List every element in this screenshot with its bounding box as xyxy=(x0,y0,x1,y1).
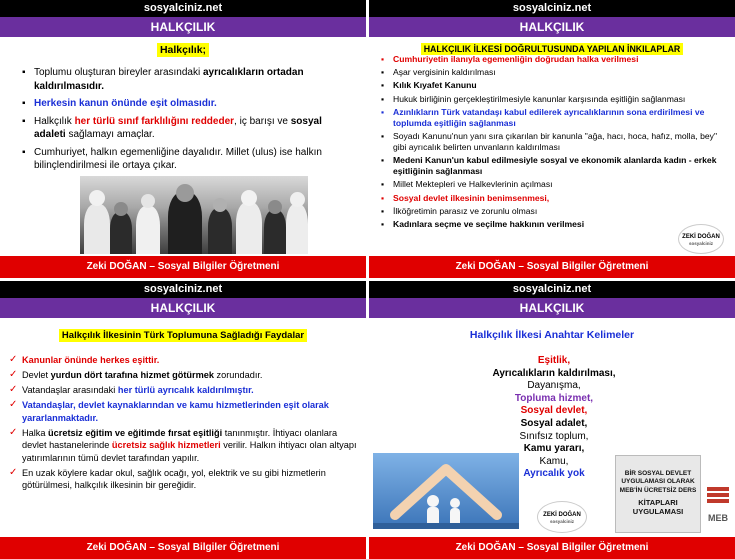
list-item: ✓ Vatandaşlar, devlet kaynaklarından ve kamu hizmetlerinden eşit olarak yararlanmaktadır. xyxy=(8,399,358,424)
slide-subtitle: Halkçılık İlkesinin Türk Toplumuna Sağladığı Faydalar xyxy=(59,329,307,342)
list-item: ▪ Toplumu oluşturan bireyler arasındaki ayrıcalıkların ortadan kaldırılmasıdır. xyxy=(22,66,352,93)
slide-title: HALKÇILIK xyxy=(0,17,366,37)
list-item: ▪ Medeni Kanun'un kabul edilmesiyle sosyal ve ekonomik alanlarda kadın - erkek eşitliğinin sağlanması xyxy=(381,155,727,177)
list-item: ▪ Soyadı Kanunu'nun yanı sıra çıkarılan bir kanunla "ağa, hacı, hoca, hafız, molla, bey" gibi ayrıcalık belirten unvanların kaldırılması xyxy=(381,131,727,153)
keyword: Ayrıcalık yok xyxy=(523,468,585,480)
list-item: ✓ Halka ücretsiz eğitim ve eğitimde fırsat eşitliği tanınmıştır. İhtiyacı olanlara devlet hastanelerinde ücretsiz sağlık hizmetleri verilir. Halkın ihtiyacı olan altyapı yatırımlarının tümü devlet tarafından yapılır. xyxy=(8,427,358,465)
footer-author: Zeki DOĞAN – Sosyal Bilgiler Öğretmeni xyxy=(369,537,735,559)
list-item: ▪ Millet Mektepleri ve Halkevlerinin açılması xyxy=(381,179,727,190)
bullet-list xyxy=(381,54,727,232)
keyword: Sosyal devlet, xyxy=(520,405,588,417)
slide-title: HALKÇILIK xyxy=(0,298,366,318)
footer-author: Zeki DOĞAN – Sosyal Bilgiler Öğretmeni xyxy=(369,256,735,278)
slide-subtitle: HALKÇILIK İLKESİ DOĞRULTUSUNDA YAPILAN İNKILAPLAR xyxy=(421,43,684,55)
list-item: ✓ Kanunlar önünde herkes eşittir. xyxy=(8,354,358,367)
slide-subtitle: Halkçılık İlkesi Anahtar Kelimeler xyxy=(469,329,635,341)
list-item: ▪ Sosyal devlet ilkesinin benimsenmesi, xyxy=(381,193,727,204)
house-hands-illustration xyxy=(373,453,519,529)
keyword: Kamu yararı, xyxy=(523,443,585,455)
keyword: Eşitlik, xyxy=(537,355,571,366)
list-item: ▪ Azınlıkların Türk vatandaşı kabul edilerek ayrıcalıklarının sona erdirilmesi ve toplumda eşitliğin sağlanması xyxy=(381,107,727,129)
bullet-list xyxy=(22,66,352,177)
free-textbooks-image: BİR SOSYAL DEVLET UYGULAMASI OLARAK MEB'İN ÜCRETSİZ DERS KİTAPLARI UYGULAMASI xyxy=(615,455,701,533)
keyword: Dayanışma, xyxy=(527,380,581,392)
list-item: ▪ Herkesin kanun önünde eşit olmasıdır. xyxy=(22,97,352,111)
keyword: Ayrıcalıkların kaldırılması, xyxy=(492,367,616,379)
svg-text:MEB: MEB xyxy=(708,513,728,523)
site-bar: sosyalciniz.net xyxy=(369,0,735,17)
slide-3[interactable] xyxy=(0,281,366,559)
list-item: ✓ Vatandaşlar arasındaki her türlü ayrıcalık kaldırılmıştır. xyxy=(8,384,358,397)
list-item: ▪ Kadınlara seçme ve seçilme hakkının verilmesi xyxy=(381,219,727,230)
author-logo: ZEKİ DOĞAN sosyalciniz xyxy=(678,224,724,254)
footer-author: Zeki DOĞAN – Sosyal Bilgiler Öğretmeni xyxy=(0,256,366,278)
list-item: ▪ Hukuk birliğinin gerçekleştirilmesiyle kanunlar karşısında eşitliğin sağlanması xyxy=(381,94,727,105)
list-item: ▪ Cumhuriyetin ilanıyla egemenliğin doğrudan halka verilmesi xyxy=(381,54,727,65)
list-item: ✓ Devlet yurdun dört tarafına hizmet götürmek zorundadır. xyxy=(8,369,358,382)
slide-1[interactable] xyxy=(0,0,366,278)
site-bar: sosyalciniz.net xyxy=(0,0,366,17)
keyword: Sınıfsız toplum, xyxy=(519,430,589,442)
meb-logo xyxy=(703,477,733,529)
bullet-list xyxy=(8,354,358,494)
keyword: Sosyal adalet, xyxy=(520,417,588,429)
slide-subtitle: Halkçılık; xyxy=(157,43,209,57)
footer-author: Zeki DOĞAN – Sosyal Bilgiler Öğretmeni xyxy=(0,537,366,559)
keyword: Kamu, xyxy=(539,455,569,467)
historical-photo xyxy=(80,176,308,254)
site-bar: sosyalciniz.net xyxy=(0,281,366,298)
list-item: ▪ Halkçılık her türlü sınıf farklılığını reddeder, iç barışı ve sosyal adaleti sağlamayı amaçlar. xyxy=(22,115,352,142)
list-item: ▪ Cumhuriyet, halkın egemenliğine dayalıdır. Millet (ulus) ise halkın bilinçlendirilmesi ile ortaya çıkar. xyxy=(22,146,352,173)
list-item: ▪ Aşar vergisinin kaldırılması xyxy=(381,67,727,78)
list-item: ▪ Kılık Kıyafet Kanunu xyxy=(381,80,727,91)
slide-2[interactable] xyxy=(369,0,735,278)
author-logo: ZEKİ DOĞAN sosyalciniz xyxy=(537,501,587,533)
list-item: ▪ İlköğretimin parasız ve zorunlu olması xyxy=(381,206,727,217)
keyword: Topluma hizmet, xyxy=(514,392,594,404)
slide-title: HALKÇILIK xyxy=(369,17,735,37)
site-bar: sosyalciniz.net xyxy=(369,281,735,298)
slide-4[interactable] xyxy=(369,281,735,559)
list-item: ✓ En uzak köylere kadar okul, sağlık ocağı, yol, elektrik ve su gibi hizmetlerin götürülmesi, halkçılık ilkesinin bir gereğidir. xyxy=(8,467,358,492)
slide-title: HALKÇILIK xyxy=(369,298,735,318)
